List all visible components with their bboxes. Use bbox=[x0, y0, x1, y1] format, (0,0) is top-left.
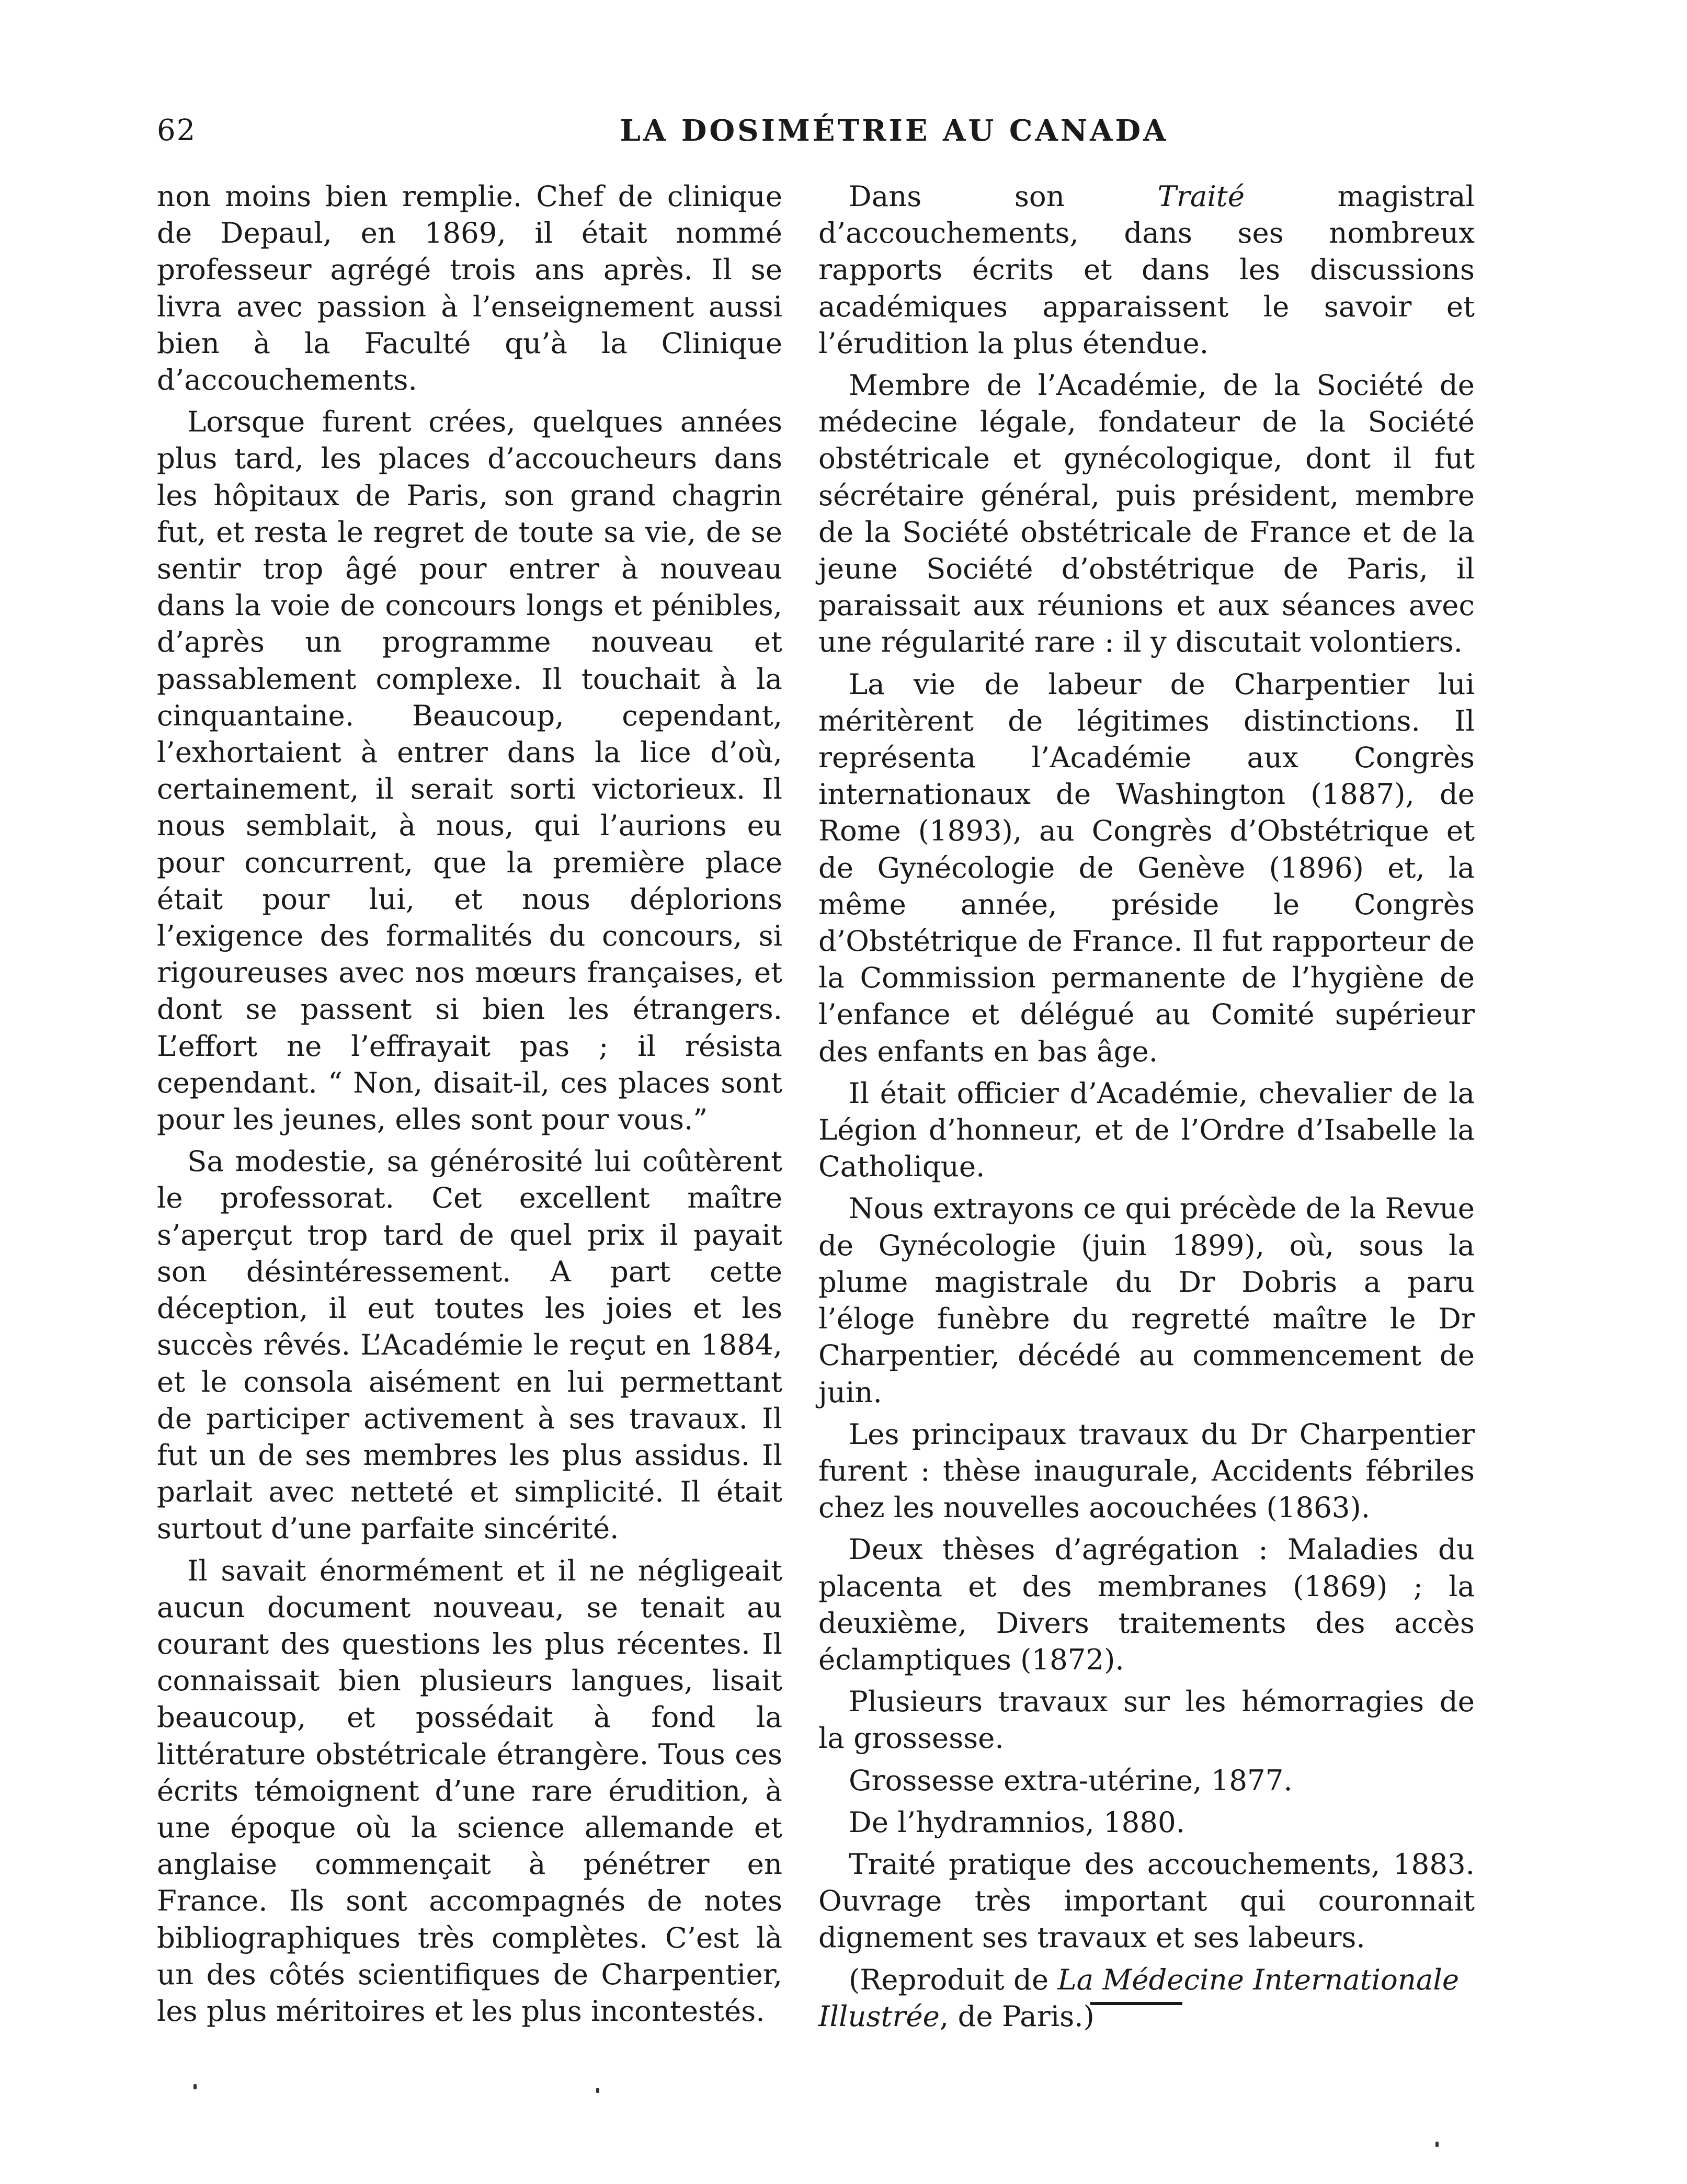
page-header bbox=[157, 107, 1475, 154]
paragraph: Sa modestie, sa générosité lui coûtèrent le professorat. Cet excellent maître s’aperçut trop tard de quel prix il payait son désintéressement. A part cette déception, il eut toutes les joies et les succès rêvés. L’Académie le reçut en 1884, et le consola aisément en lui permettant de participer activement à ses travaux. Il fut un de ses membres les plus assidus. Il parlait avec netteté et simplicité. Il était surtout d’une parfaite sincérité. bbox=[157, 1144, 782, 1545]
paragraph: Membre de l’Académie, de la Société de médecine légale, fondateur de la Société obstétricale et gynécologique, dont il fut sécrétaire général, puis président, membre de la Société obstétricale de France et de la jeune Société d’obstétrique de Paris, il paraissait aux réunions et aux séances avec une régularité rare : il y discutait volontiers. bbox=[818, 368, 1475, 659]
paragraph bbox=[818, 178, 1475, 361]
left-column bbox=[157, 178, 782, 2034]
italic-title: Traité bbox=[1157, 179, 1245, 213]
section-end-rule bbox=[1090, 2002, 1182, 2005]
paragraph: Les principaux travaux du Dr Charpentier furent : thèse inaugurale, Accidents fébriles chez les nouvelles aocouchées (1863). bbox=[818, 1417, 1475, 1525]
paragraph: Plusieurs travaux sur les hémorragies de la grossesse. bbox=[818, 1685, 1475, 1755]
paragraph: Deux thèses d’agrégation : Maladies du placenta et des membranes (1869) ; la deuxième, Divers traitements des accès éclamptiques (1872). bbox=[818, 1532, 1475, 1676]
print-speck bbox=[1435, 2142, 1439, 2147]
paragraph: Nous extrayons ce qui précède de la Revue de Gynécologie (juin 1899), où, sous la plume magistrale du Dr Dobris a paru l’éloge funèbre du regretté maître le Dr Charpentier, décédé au commencement de juin. bbox=[818, 1191, 1475, 1409]
text-run: (Reproduit de bbox=[849, 1962, 1058, 1996]
paragraph: Lorsque furent crées, quelques années plus tard, les places d’accoucheurs dans les hôpitaux de Paris, son grand chagrin fut, et resta le regret de toute sa vie, de se sentir trop âgé pour entrer à nouveau dans la voie de concours longs et pénibles, d’après un programme nouveau et passablement complexe. Il touchait à la cinquantaine. Beaucoup, cependant, l’exhortaient à entrer dans la lice d’où, certainement, il serait sorti victorieux. Il nous semblait, à nous, qui l’aurions eu pour concurrent, que la première place était pour lui, et nous déplorions l’exigence des formalités du concours, si rigoureuses avec nos mœurs françaises, et dont se passent si bien les étrangers. L’effort ne l’effrayait pas ; il résista cependant. “ Non, disait-il, ces places sont pour les jeunes, elles sont pour vous.” bbox=[157, 405, 782, 1136]
page-number: 62 bbox=[157, 113, 197, 147]
print-speck bbox=[193, 2084, 197, 2089]
paragraph: non moins bien remplie. Chef de clinique de Depaul, en 1869, il était nommé professeur agrégé trois ans après. Il se livra avec passion à l’enseignement aussi bien à la Faculté qu’à la Clinique d’accouchements. bbox=[157, 179, 782, 397]
right-column bbox=[818, 178, 1475, 2040]
paragraph: Il savait énormément et il ne négligeait aucun document nouveau, se tenait au courant des questions les plus récentes. Il connaissait bien plusieurs langues, lisait beaucoup, et possédait à fond la littérature obstétricale étrangère. Tous ces écrits témoignent d’une rare érudition, à une époque où la science allemande et anglaise commençait à pénétrer en France. Ils sont accompagnés de notes bibliographiques très complètes. C’est là un des côtés scientifiques de Charpentier, les plus méritoires et les plus incontestés. bbox=[157, 1553, 782, 2028]
text-run: magistral d’accouchements, dans ses nombreux rapports écrits et dans les discussions académiques apparaissent le savoir et l’érudition la plus étendue. bbox=[818, 179, 1475, 360]
print-speck bbox=[596, 2088, 599, 2093]
paragraph: Traité pratique des accouchements, 1883. Ouvrage très important qui couronnait dignement ses travaux et ses labeurs. bbox=[818, 1847, 1475, 1954]
source-note bbox=[818, 1961, 1475, 2034]
running-title: LA DOSIMÉTRIE AU CANADA bbox=[620, 113, 1169, 148]
list-item: De l’hydramnios, 1880. bbox=[849, 1805, 1186, 1839]
italic-source-title: La Médecine Internationale Illustrée bbox=[818, 1962, 1460, 2033]
paragraph: Il était officier d’Académie, chevalier de la Légion d’honneur, et de l’Ordre d’Isabelle la Catholique. bbox=[818, 1076, 1475, 1184]
list-item: Grossesse extra-utérine, 1877. bbox=[849, 1763, 1293, 1797]
text-run: , de Paris.) bbox=[939, 1999, 1095, 2033]
text-run: Dans son bbox=[849, 179, 1158, 213]
paragraph: La vie de labeur de Charpentier lui méritèrent de légitimes distinctions. Il représenta l’Académie aux Congrès internationaux de Washington (1887), de Rome (1893), au Congrès d’Obstétrique et de Gynécologie de Genève (1896) et, la même année, préside le Congrès d’Obstétrique de France. Il fut rapporteur de la Commission permanente de l’hygiène de l’enfance et délégué au Comité supérieur des enfants en bas âge. bbox=[818, 667, 1475, 1068]
